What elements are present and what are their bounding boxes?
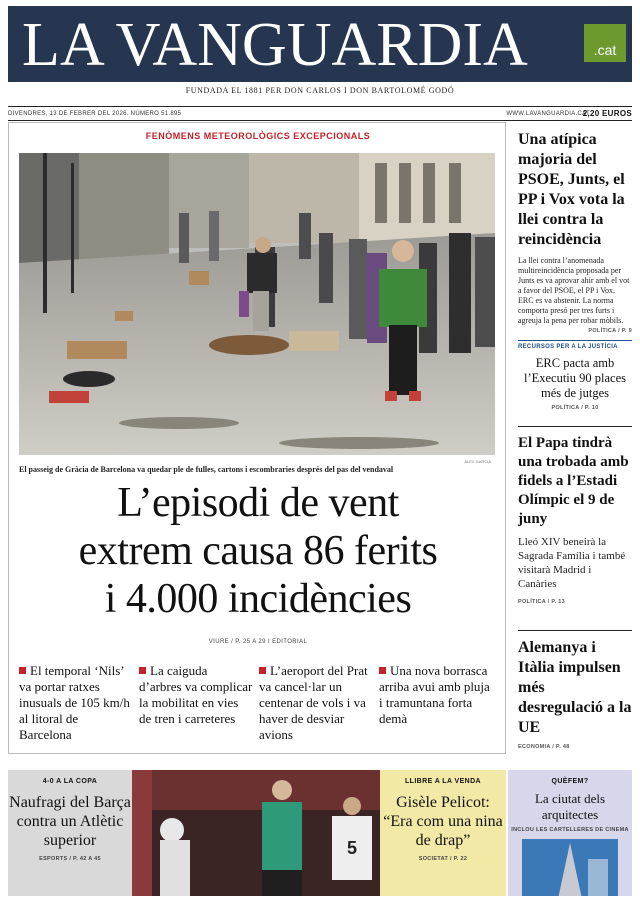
main-section-ref: VIURE / P. 25 A 29 I EDITORIAL [208,639,308,645]
bottom-strip [8,770,632,896]
main-headline[interactable] [9,479,507,623]
issue-date: DIVENDRES, 13 DE FEBRER DEL 2026. NÚMERO 51.895 [8,111,182,117]
date-bar [8,108,632,120]
section-divider [518,340,632,341]
teaser-kicker: QUÈFEM? [551,778,589,785]
story-headline: Una atípica majoria del PSOE, Junts, el PP i Vox vota la llei contra la reincidència [518,131,625,248]
headline-line-1: L’episodi de vent [117,480,399,526]
teaser-section: SOCIETAT / P. 22 [418,856,468,862]
story-papa[interactable] [518,434,632,605]
story-reincidencia[interactable] [518,130,632,334]
masthead [8,6,632,82]
photo-credit: ÀLEX GARCIA [464,459,491,464]
story-erc[interactable] [518,344,632,411]
sports-teaser[interactable] [8,770,132,896]
story-body: Lleó XIV beneirà la Sagrada Família i també visitarà Madrid i Canàries [518,536,626,590]
newspaper-title: LA VANGUARDIA [22,11,528,79]
red-square-icon [379,667,386,674]
website-link[interactable]: WWW.LAVANGUARDIA.CAT [506,111,590,117]
weekend-teaser[interactable] [508,770,632,896]
bullet-item: Una nova borrasca arriba avui amb pluja i tramuntana forta demà [379,663,490,726]
price: 2,20 EUROS [582,109,632,118]
red-square-icon [139,667,146,674]
story-headline: El Papa tindrà una trobada amb fidels a l’Estadi Olímpic el 9 de juny [518,435,629,527]
teaser-section: ESPORTS / P. 42 A 45 [39,856,101,862]
story-body: La llei contra l’anomenada multireincidència proposada per Junts es va aprovar ahir amb el vot a favor del PSOE, el PP i Vox. ERC es va abstenir. La norma comporta presó per tres furts i agreuja la pena per robar mòbils. [518,256,630,325]
bullet-item: El temporal ‘Nils’ va portar ratxes inusuals de 105 km/h al litoral de Barcelona [19,663,130,742]
section-divider [518,426,632,427]
teaser-subline: INCLOU LES CARTELLERES DE CINEMA [511,827,629,833]
bullet-item: La caiguda d’arbres va complicar la mobilitat en vies de tren i carreteres [139,663,253,726]
photo-caption: El passeig de Gràcia de Barcelona va quedar ple de fulles, cartons i escombraries després del pas del vendaval [19,465,394,474]
book-teaser[interactable] [380,770,506,896]
main-kicker: FENÒMENS METEOROLÒGICS EXCEPCIONALS [145,131,371,141]
teaser-headline: Naufragi del Barça contra un Atlètic superior [9,794,131,849]
teaser-headline: La ciutat dels arquitectes [534,791,606,822]
story-headline: Alemanya i Itàlia impulsen més desregulació a la UE [518,639,632,736]
red-square-icon [19,667,26,674]
teaser-kicker: LLIBRE A LA VENDA [404,778,482,785]
teaser-headline: Gisèle Pelicot: “Era com una nina de drap” [383,794,503,849]
main-photo [19,153,495,455]
story-section: POLÍTICA / P. 10 [551,405,599,411]
main-story [8,122,506,754]
story-kicker: RECURSOS PER A LA JUSTÍCIA [518,344,618,350]
bullet-item: L’aeroport del Prat va cancel·lar un centenar de vols i va haver de desviar avions [259,663,368,742]
headline-line-3: i 4.000 incidències [104,576,412,622]
story-headline: ERC pacta amb l’Executiu 90 places més de jutges [523,356,627,400]
teaser-kicker: 4-0 A LA COPA [42,778,98,785]
story-section: POLÍTICA / P. 13 [518,599,565,605]
story-section: ECONOMIA / P. 48 [518,744,570,750]
founded-line: FUNDADA EL 1881 PER DON CARLOS I DON BARTOLOMÉ GODÓ [185,86,455,95]
section-divider [518,630,632,631]
story-ue[interactable] [518,638,632,750]
cat-badge: .cat [584,24,626,62]
jersey-number: 5 [346,838,358,858]
bullet-list [19,663,499,743]
sports-photo [132,770,380,896]
top-rule [8,106,632,107]
headline-line-2: extrem causa 86 ferits [78,528,438,574]
red-square-icon [259,667,266,674]
architecture-photo [508,839,632,896]
story-section: POLÍTICA / P. 9 [588,328,632,334]
date-rule [8,120,632,121]
